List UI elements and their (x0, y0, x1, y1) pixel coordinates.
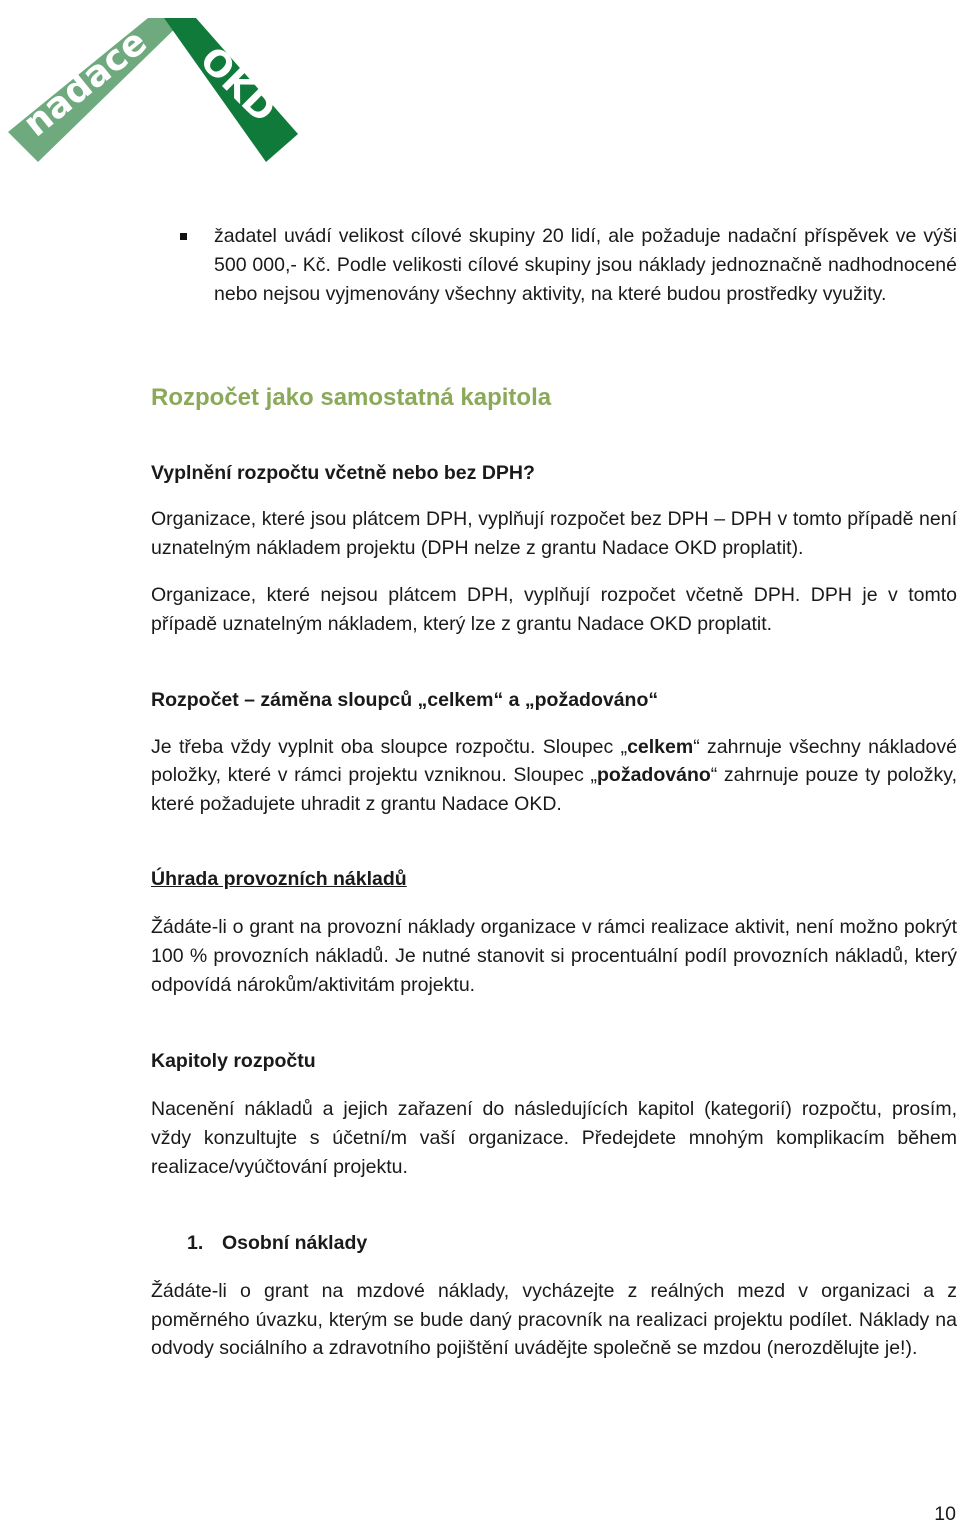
bullet-item: žadatel uvádí velikost cílové skupiny 20 lidí, ale požaduje nadační příspěvek ve výši 500 000,- Kč. Podle velikosti cílové skupiny jsou náklady jednoznačně nadhodnocené nebo nejsou vyjmenovány všechny aktivity, na které budou prostředky využity. (214, 222, 957, 308)
dph-paragraph-2: Organizace, které nejsou plátcem DPH, vyplňují rozpočet včetně DPH. DPH je v tomto případě uznatelným nákladem, který lze z grantu Nadace OKD proplatit. (151, 583, 957, 635)
page-number: 10 (934, 1503, 956, 1525)
columns-heading: Rozpočet – záměna sloupců „celkem“ a „požadováno“ (151, 688, 659, 711)
osobni-paragraph: Žádáte-li o grant na mzdové náklady, vycházejte z reálných mezd v organizaci a z poměrného úvazku, kterým se bude daný pracovník na realizaci projektu podílet. Náklady na odvody sociálního a zdravotního pojištění uvádějte společně se mzdou (nerozdělujte je!). (151, 1279, 957, 1360)
osobni-heading: 1. Osobní náklady (187, 1229, 957, 1257)
kapitoly-heading: Kapitoly rozpočtu (151, 1050, 316, 1073)
provozni-heading: Úhrada provozních nákladů (151, 867, 407, 890)
osobni-number: 1. (187, 1231, 204, 1254)
term-pozadovano: požadováno (597, 764, 711, 787)
dph-heading: Vyplnění rozpočtu včetně nebo bez DPH? (151, 462, 535, 485)
document-body (151, 222, 957, 1363)
nadace-okd-logo (8, 14, 298, 164)
kapitoly-paragraph: Nacenění nákladů a jejich zařazení do následujících kapitol (kategorií) rozpočtu, prosím, vždy konzultujte s účetní/m vaší organizace. Předejdete mnohým komplikacím během realizace/vyúčtování projektu. (151, 1098, 957, 1178)
columns-paragraph: Je třeba vždy vyplnit oba sloupce rozpočtu. Sloupec „celkem“ zahrnuje všechny nákladové položky, které v rámci projektu vzniknou. Sloupec „požadováno“ zahrnuje pouze ty položky, které požadujete uhradit z grantu Nadace OKD. (151, 735, 957, 816)
logo-word-nadace: nadace (15, 21, 155, 145)
dph-paragraph-1: Organizace, které jsou plátcem DPH, vyplňují rozpočet bez DPH – DPH v tomto případě není uznatelným nákladem projektu (DPH nelze z grantu Nadace OKD proplatit). (151, 508, 957, 560)
term-celkem: celkem (627, 735, 694, 758)
provozni-paragraph: Žádáte-li o grant na provozní náklady organizace v rámci realizace aktivit, není možno pokrýt 100 % provozních nákladů. Je nutné stanovit si procentuální podíl provozních nákladů, který odpovídá nárokům/aktivitám projektu. (151, 915, 957, 996)
section-title: Rozpočet jako samostatná kapitola (151, 384, 552, 412)
logo-word-okd: OKD (191, 39, 284, 131)
